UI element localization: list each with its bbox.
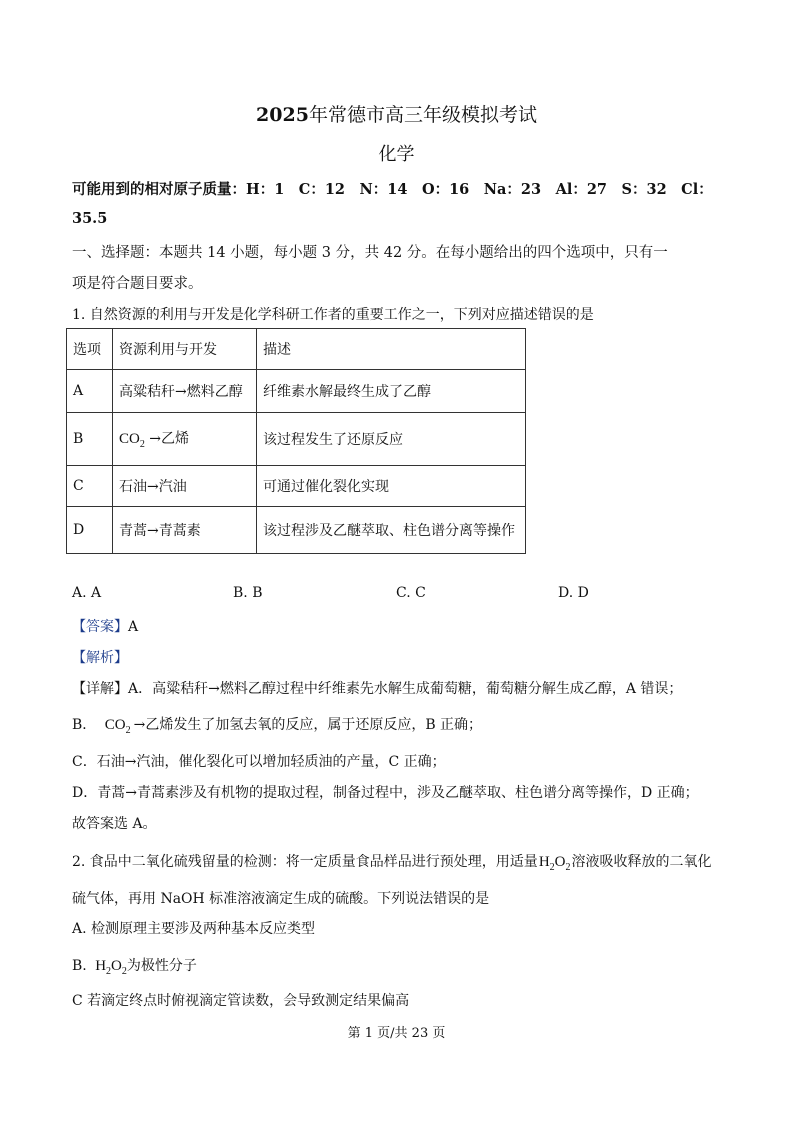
formula-subscript: 2 — [125, 725, 131, 736]
q1-choice-d: D. D — [558, 585, 589, 601]
q2-stem-line-2: 硫气体，再用 NaOH 标准溶液滴定生成的硫酸。下列说法错误的是 — [72, 891, 490, 907]
table-cell-resource — [113, 413, 257, 466]
formula-text: O — [111, 958, 122, 974]
detail-tag: 【详解】 — [72, 681, 128, 697]
atomic-mass-line-1: 可能用到的相对原子质量：H：1 C：12 N：14 O：16 Na：23 Al：27 S：32 Cl： — [72, 181, 713, 198]
table-row — [67, 507, 526, 554]
table-header-cell: 描述 — [257, 329, 526, 370]
q2-stem-suffix: 溶液吸收释放的二氧化 — [571, 854, 712, 870]
table-cell-resource: 青蒿→青蒿素 — [113, 507, 257, 554]
q1-detail-c: C．石油→汽油，催化裂化可以增加轻质油的产量，C 正确； — [72, 754, 446, 770]
q1-answer — [72, 616, 138, 636]
q2-option-a: A. 检测原理主要涉及两种基本反应类型 — [72, 921, 316, 937]
resource-suffix: →乙烯 — [144, 431, 190, 447]
formula-subscript: 2 — [106, 966, 112, 977]
table-cell-resource: 石油→汽油 — [113, 466, 257, 507]
page-number: 第 1 页/共 23 页 — [347, 1026, 446, 1041]
formula-text: H — [538, 854, 550, 870]
option-b-prefix: B. — [72, 958, 92, 974]
formula-subscript: 2 — [121, 966, 127, 977]
table-cell-option: C — [67, 466, 113, 507]
q2-option-c: C 若滴定终点时俯视滴定管读数，会导致测定结果偏高 — [72, 993, 410, 1009]
q1-choice-c: C. C — [396, 585, 426, 601]
table-cell-description: 纤维素水解最终生成了乙醇 — [257, 370, 526, 413]
q1-conclusion: 故答案选 A。 — [72, 816, 157, 832]
q1-analysis-tag: 【解析】 — [72, 650, 128, 666]
co2-formula — [104, 717, 131, 736]
answer-tag: 【答案】 — [72, 619, 128, 635]
h2o2-formula — [538, 854, 571, 873]
exam-subject: 化学 — [378, 144, 415, 165]
table-cell-option: B — [67, 413, 113, 466]
formula-subscript: 2 — [549, 862, 555, 873]
q2-stem-prefix: 2. 食品中二氧化硫残留量的检测：将一定质量食品样品进行预处理，用适量 — [72, 854, 538, 870]
table-cell-description: 可通过催化裂化实现 — [257, 466, 526, 507]
q1-stem: 1. 自然资源的利用与开发是化学科研工作者的重要工作之一，下列对应描述错误的是 — [72, 307, 594, 323]
formula-text: H — [95, 958, 107, 974]
co2-formula — [119, 431, 145, 450]
table-cell-option: A — [67, 370, 113, 413]
q2-stem-line-1 — [72, 851, 712, 873]
table-header-row — [67, 329, 526, 370]
detail-b-text: →乙烯发生了加氢去氧的反应，属于还原反应，B 正确； — [133, 717, 483, 733]
detail-b-prefix: B． — [72, 717, 97, 733]
option-b-text: 为极性分子 — [126, 958, 197, 974]
table-cell-resource: 高粱秸秆→燃料乙醇 — [113, 370, 257, 413]
formula-subscript: 2 — [565, 862, 571, 873]
section-heading-line-2: 项是符合题目要求。 — [72, 276, 203, 292]
atomic-mass-line-2: 35.5 — [72, 210, 108, 227]
formula-text: CO — [104, 717, 126, 733]
q1-detail-d: D．青蒿→青蒿素涉及有机物的提取过程，制备过程中，涉及乙醚萃取、柱色谱分离等操作，D 正确； — [72, 785, 699, 801]
q1-choice-b: B. B — [233, 585, 263, 601]
table-row — [67, 370, 526, 413]
table-header-cell: 资源利用与开发 — [113, 329, 257, 370]
h2o2-formula — [95, 958, 127, 977]
q1-choice-a: A. A — [72, 585, 102, 601]
formula-text: O — [554, 854, 566, 870]
table-cell-description: 该过程发生了还原反应 — [257, 413, 526, 466]
formula-text: CO — [119, 431, 140, 447]
detail-a-text: A．高粱秸秆→燃料乙醇过程中纤维素先水解生成葡萄糖，葡萄糖分解生成乙醇，A 错误； — [128, 681, 683, 697]
q1-detail-b — [72, 714, 482, 736]
answer-value: A — [128, 619, 139, 635]
table-row — [67, 466, 526, 507]
exam-year: 2025 — [256, 104, 309, 126]
section-heading-line-1: 一、选择题：本题共 14 小题，每小题 3 分，共 42 分。在每小题给出的四个选项中，只有一 — [72, 245, 668, 261]
table-header-cell: 选项 — [67, 329, 113, 370]
table-cell-option: D — [67, 507, 113, 554]
exam-title — [0, 100, 793, 127]
table-row — [67, 413, 526, 466]
q1-options-table — [66, 328, 526, 554]
q1-detail-a — [72, 678, 682, 698]
q2-option-b — [72, 955, 197, 977]
table-cell-description: 该过程涉及乙醚萃取、柱色谱分离等操作 — [257, 507, 526, 554]
formula-subscript: 2 — [139, 439, 145, 450]
exam-title-text: 年常德市高三年级模拟考试 — [308, 104, 537, 126]
